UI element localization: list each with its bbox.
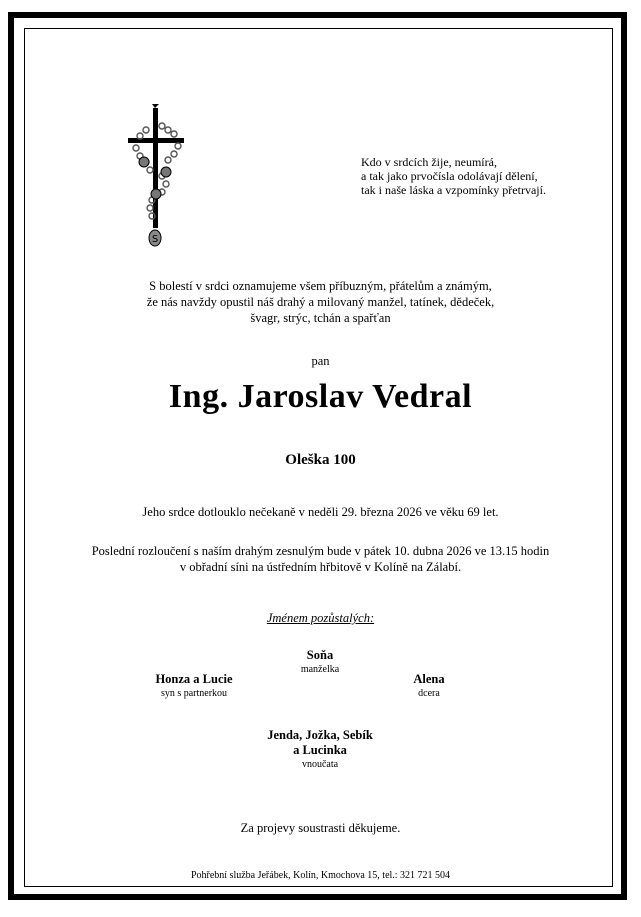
intro-line: S bolestí v srdci oznamujeme všem příbuzným, přátelům a známým, — [149, 279, 492, 293]
memorial-quote — [361, 155, 581, 197]
honorific: pan — [311, 354, 330, 368]
mourner-name: a Lucinka — [293, 743, 347, 757]
funeral-line: Poslední rozloučení s naším drahým zesnulým bude v pátek 10. dubna 2026 ve 13.15 hodin — [91, 544, 550, 558]
rosary-cross-icon — [122, 100, 192, 250]
death-notice: Jeho srdce dotlouklo nečekaně v neděli 29. března 2026 ve věku 69 let. — [142, 505, 499, 519]
mourner-grandchildren — [240, 728, 400, 771]
mourner-role: syn s partnerkou — [160, 688, 228, 699]
quote-line: tak i naše láska a vzpomínky přetrvají. — [361, 183, 546, 197]
mourner-role: manželka — [300, 664, 340, 675]
mourner-wife — [260, 648, 380, 676]
mourners-heading: Jménem pozůstalých: — [266, 611, 375, 625]
svg-text:S: S — [151, 234, 159, 245]
mourner-role: vnoučata — [301, 759, 339, 770]
intro-line: že nás navždy opustil náš drahý a milovaný manžel, tatínek, dědeček, — [146, 295, 495, 309]
mourner-daughter — [379, 672, 479, 700]
mourner-name: Soňa — [306, 648, 334, 662]
announcement-intro — [0, 278, 641, 326]
mourner-role: dcera — [418, 688, 440, 699]
mourner-name: Jenda, Jožka, Sebík — [267, 728, 373, 742]
mourner-son — [124, 672, 264, 700]
intro-line: švagr, strýc, tchán a spařťan — [250, 311, 391, 325]
address: Oleška 100 — [285, 452, 356, 468]
thanks-line: Za projevy soustrasti děkujeme. — [240, 821, 401, 835]
deceased-name: Ing. Jaroslav Vedral — [168, 378, 473, 415]
quote-line: Kdo v srdcích žije, neumírá, — [361, 155, 497, 169]
funeral-line: v obřadní síni na ústředním hřbitově v Kolíně na Zálabí. — [179, 560, 462, 574]
funeral-service-footer: Pohřební služba Jeřábek, Kolín, Kmochova 15, tel.: 321 721 504 — [190, 870, 451, 881]
mourner-name: Alena — [413, 672, 445, 686]
funeral-info — [0, 543, 641, 575]
mourner-name: Honza a Lucie — [155, 672, 233, 686]
quote-line: a tak jako prvočísla odolávají dělení, — [361, 169, 538, 183]
